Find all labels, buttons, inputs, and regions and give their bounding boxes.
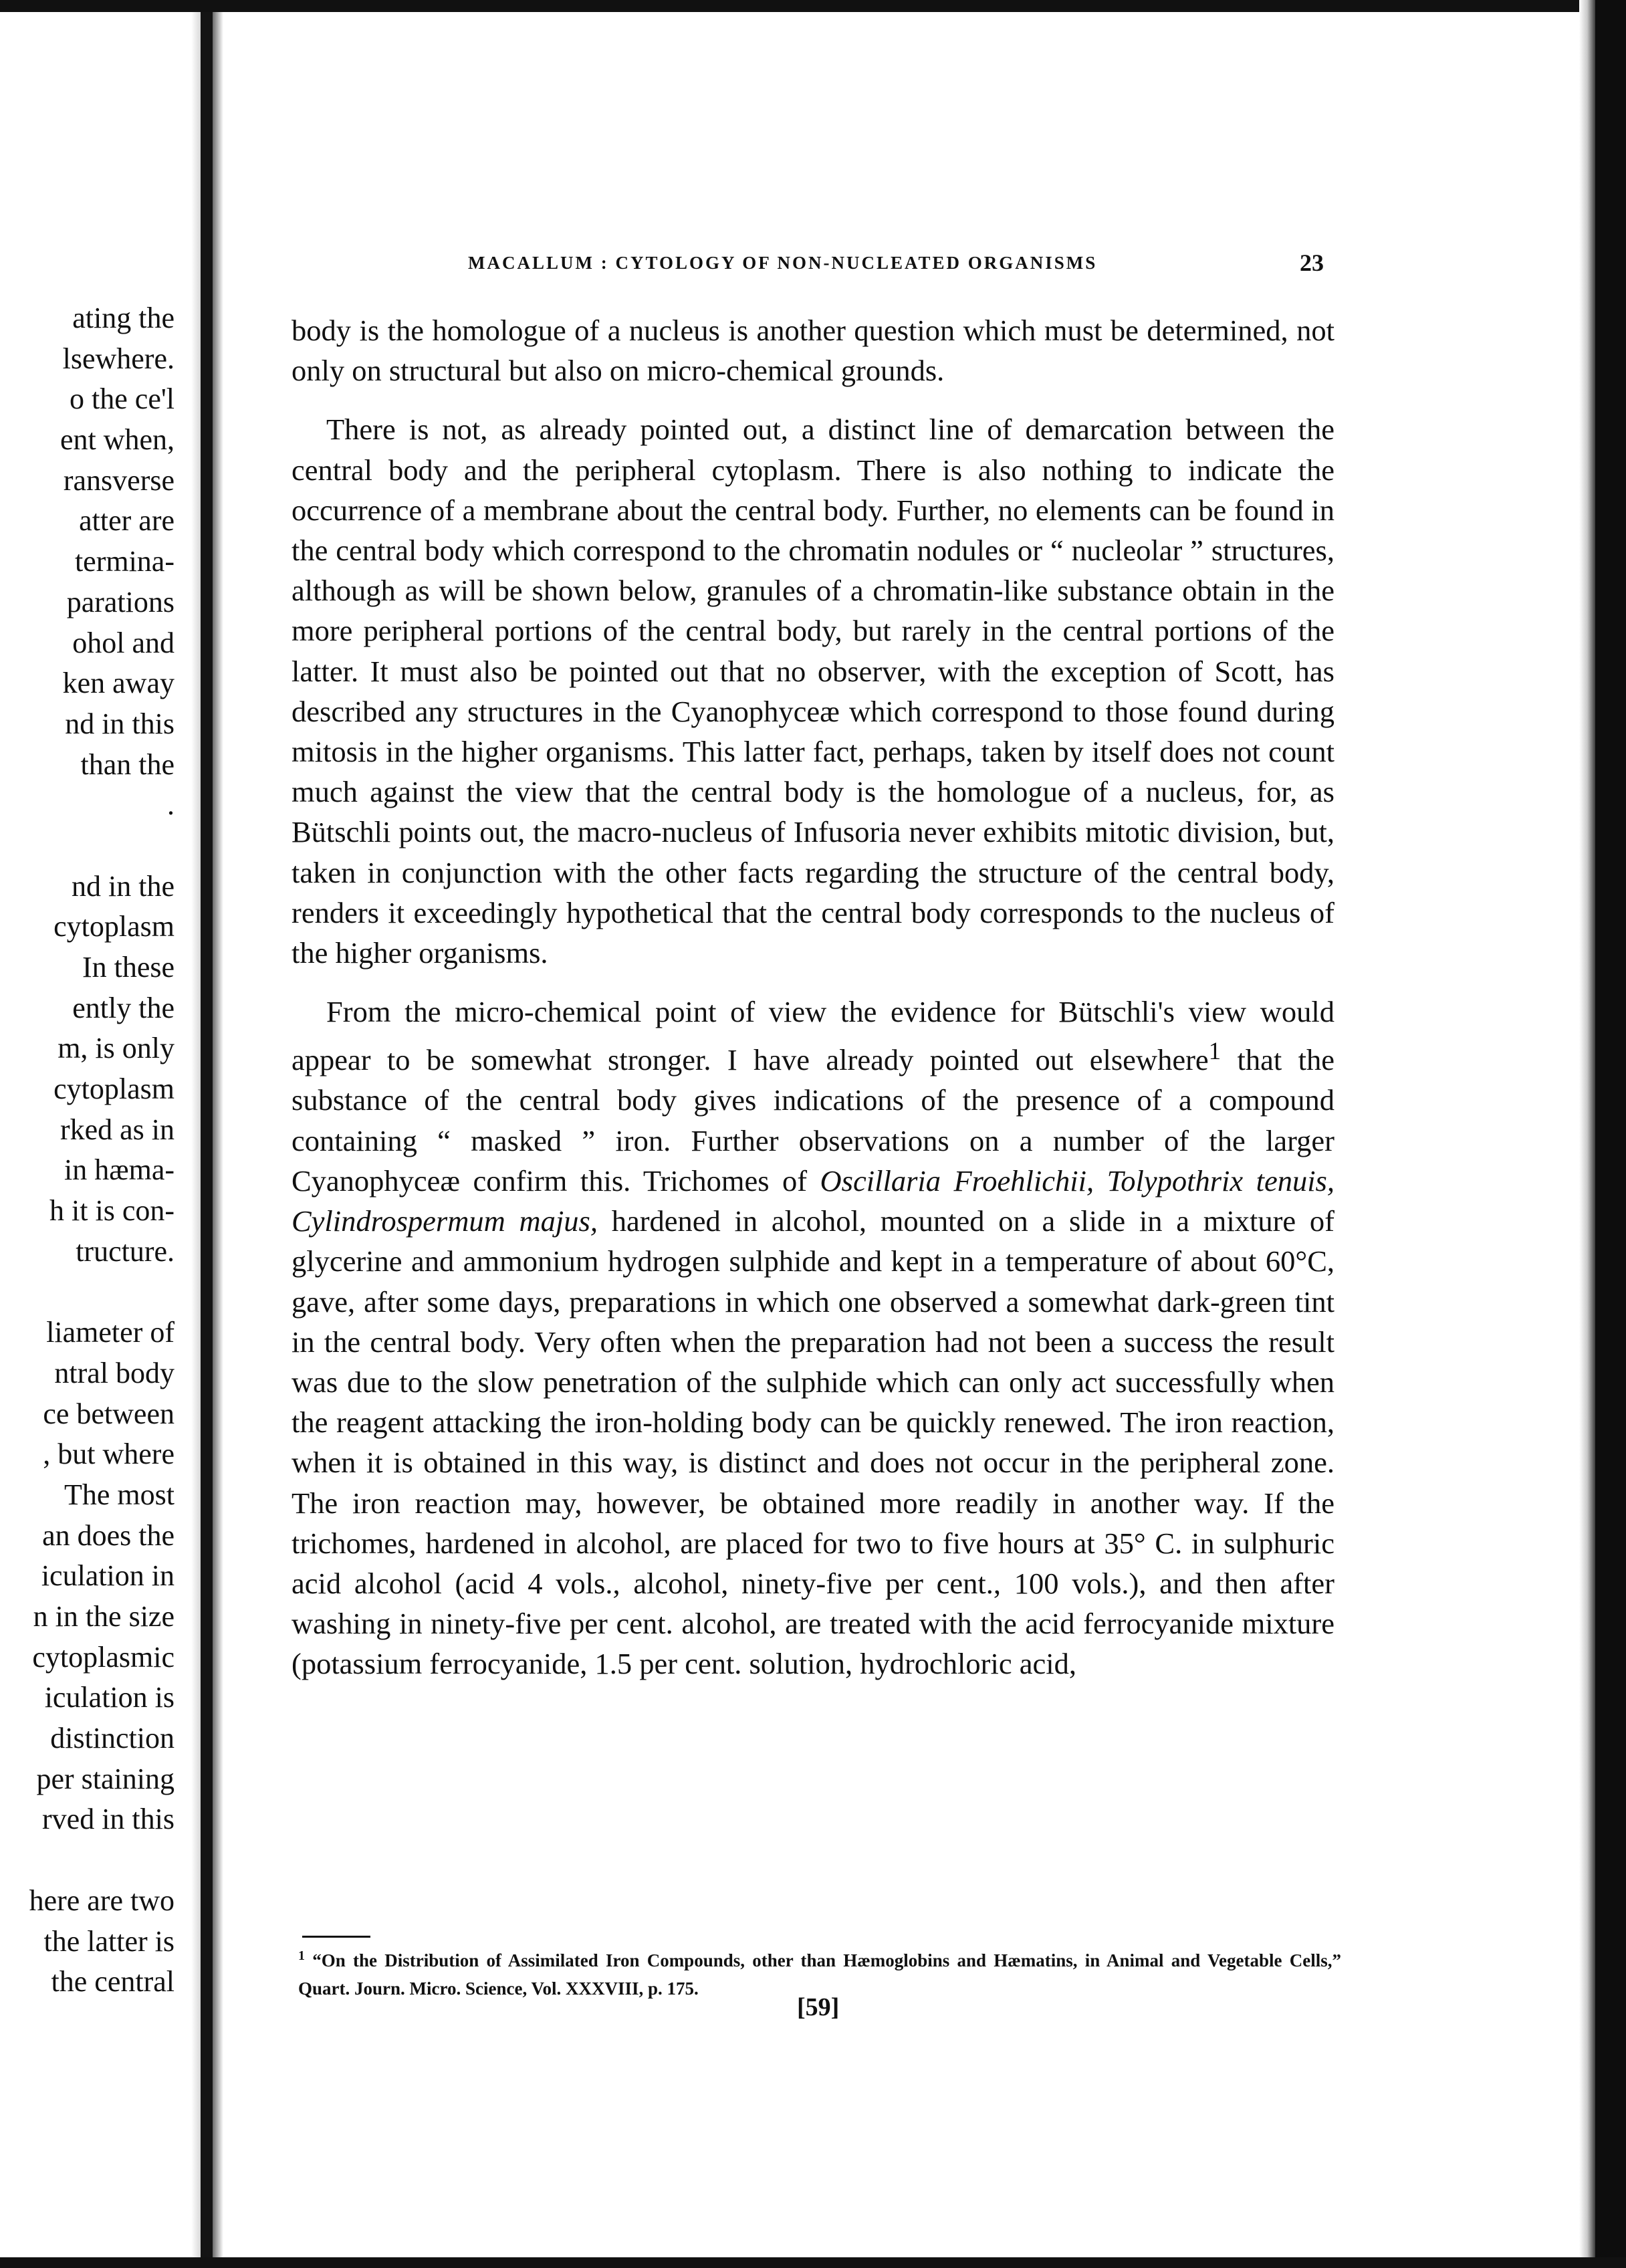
left-page-line: cytoplasm xyxy=(53,1072,175,1106)
left-page-line: ently the xyxy=(72,991,175,1024)
left-page-line: iculation is xyxy=(44,1681,175,1714)
paragraph-text: hardened in alcohol, mounted on a slide in a mixture of glycerine and ammonium hydrogen sulphide and kept in a temperature of about 60°C, gave, after some days, preparations in which one observed a somewhat dark-green tint in the central body. Very often when the preparation had not been a success the result was due to the slow penetration of the sulphide which can only act successfully when the reagent attacking the iron-holding body can be quickly renewed. The iron reaction, when it is obtained in this way, is distinct and does not occur in the peripheral zone. The iron reaction may, however, be obtained more readily in another way. If the trichomes, hardened in alcohol, are placed for two to five hours at 35° C. in sulphuric acid alcohol (acid 4 vols., alcohol, ninety-five per cent., 100 vols.), and then after washing in ninety-five per cent. alcohol, are treated with the acid ferrocyanide mixture (potassium ferrocyanide, 1.5 per cent. solution, hydrochloric acid, xyxy=(292,1204,1334,1681)
left-page-line: cytoplasm xyxy=(53,910,175,943)
footnote-marker: 1 xyxy=(298,1948,305,1963)
left-page-line xyxy=(0,826,191,867)
left-page-line: h it is con- xyxy=(49,1194,175,1228)
left-page-line: termina- xyxy=(74,545,175,578)
left-page-line: than the xyxy=(80,748,175,781)
left-page-line: ent when, xyxy=(60,423,175,457)
species-name: Tolypothrix tenuis, xyxy=(1107,1163,1335,1198)
left-page-line: o the ce'l xyxy=(70,382,175,416)
species-name: Cylindrospermum majus, xyxy=(292,1204,598,1238)
species-name: Oscillaria Froehlichii, xyxy=(820,1163,1094,1198)
page-right-edge-shadow xyxy=(1579,0,1595,2268)
body-text xyxy=(292,310,1334,1684)
left-page-line: . xyxy=(167,788,175,822)
left-page-line: cytoplasmic xyxy=(32,1640,175,1674)
left-page-line: here are two xyxy=(29,1884,175,1917)
left-page-line: in hæma- xyxy=(64,1153,175,1187)
left-page-line: ating the xyxy=(72,302,175,334)
left-page-line xyxy=(0,1272,191,1313)
left-page-line: ken away xyxy=(62,667,175,700)
signature-number: [59] xyxy=(797,1993,840,2021)
spine-shadow xyxy=(213,12,223,2257)
scan-bottom-border xyxy=(0,2257,1626,2268)
left-page-line: ntral body xyxy=(54,1356,175,1389)
paragraph-micro-chemical xyxy=(292,992,1334,1684)
left-page-line: m, is only xyxy=(57,1032,175,1065)
left-page-line: rved in this xyxy=(42,1803,175,1836)
left-page-line: an does the xyxy=(42,1518,175,1552)
paragraph-demarcation: There is not, as already pointed out, a distinct line of demarcation between the central body and the peripheral cytoplasm. There is also nothing to indicate the occurrence of a membrane about the central body. Further, no elements can be found in the central body which correspond to the chromatin nodules or “ nucleolar ” structures, although as will be shown below, granules of a chromatin-like substance obtain in the more peripheral portions of the central body, but rarely in the central portions of the latter. It must also be pointed out that no observer, with the exception of Scott, has described any structures in the Cyanophyceæ which correspond to those found during mitosis in the higher organisms. This latter fact, perhaps, taken by itself does not count much against the view that the central body is the homologue of a nucleus, for, as Bütschli points out, the macro-nucleus of Infusoria never exhibits mitotic division, but, taken in conjunction with the other facts regarding the structure of the central body, renders it exceedingly hypothetical that the central body corresponds to the nucleus of the higher organisms. xyxy=(292,413,1334,970)
left-page-line: rked as in xyxy=(60,1113,175,1146)
left-page-line: In these xyxy=(82,951,175,984)
left-page-line: atter are xyxy=(79,504,175,538)
scan-right-border xyxy=(1595,0,1626,2268)
left-page-line: the central xyxy=(51,1965,175,1999)
footnote-reference: 1 xyxy=(1208,1038,1222,1066)
left-page-line: The most xyxy=(64,1478,175,1511)
left-page-line xyxy=(0,1840,191,1881)
paragraph-continuation: body is the homologue of a nucleus is another question which must be determined, not only on structural but also on micro-chemical grounds. xyxy=(292,314,1334,388)
footnote-rule xyxy=(302,1936,370,1938)
left-page-line: parations xyxy=(66,585,175,618)
running-title: MACALLUM : CYTOLOGY OF NON-NUCLEATED ORGANISMS xyxy=(468,253,1098,273)
footnote-text: “On the Distribution of Assimilated Iron Compounds, other than Hæmoglobins and Hæmatins, in Animal and Vegetable Cells,” Quart. Journ. Micro. Science, Vol. XXXVIII, p. 175. xyxy=(298,1950,1341,1999)
paragraph-text: From the micro-chemical point of view the evidence for Bütschli's view would appear to be somewhat stronger. I have already pointed out elsewhere xyxy=(292,995,1334,1077)
left-page-line: iculation in xyxy=(41,1559,175,1593)
left-page-line: , but where xyxy=(43,1438,175,1471)
page-number: 23 xyxy=(1300,249,1324,276)
left-page-edge xyxy=(191,12,201,2257)
left-page-line: the latter is xyxy=(43,1924,175,1958)
paragraph-text: that the substance of the central body gives indications of the presence of a compound containing “ masked ” iron. Further observations on a number of the larger Cyanophyceæ confirm this. Trichomes of xyxy=(292,1043,1335,1198)
left-page-line: nd in this xyxy=(65,707,175,740)
left-page-line: tructure. xyxy=(76,1234,175,1268)
left-page-line: distinction xyxy=(50,1722,175,1755)
left-page-line: ce between xyxy=(43,1397,175,1430)
left-page-line: lsewhere. xyxy=(62,342,175,375)
left-page-line: liameter of xyxy=(46,1316,175,1349)
left-page-line: n in the size xyxy=(33,1600,175,1633)
scan-top-border xyxy=(0,0,1626,12)
left-page-line: nd in the xyxy=(72,869,175,903)
left-page-cut-text xyxy=(0,298,191,2003)
left-page-line: ransverse xyxy=(63,463,175,497)
book-spine xyxy=(201,12,213,2257)
left-page-line: per staining xyxy=(36,1762,175,1795)
left-page-line: ohol and xyxy=(72,626,175,659)
